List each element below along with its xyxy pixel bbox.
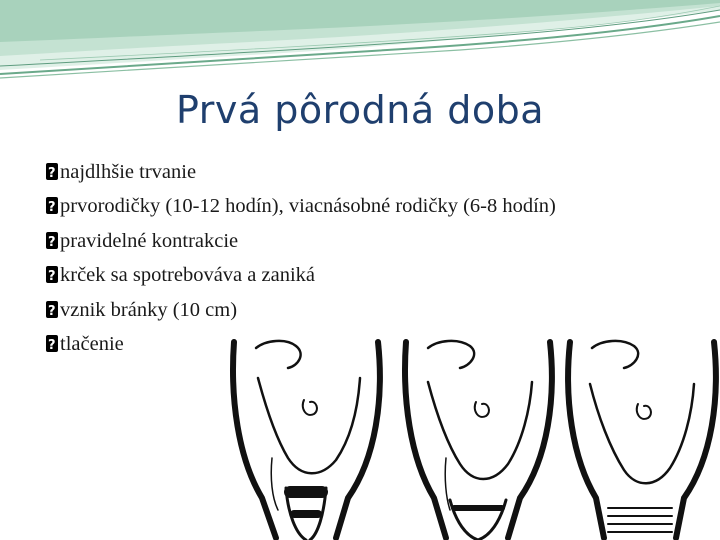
bullet-item	[46, 261, 556, 295]
stage-2-drawing	[405, 341, 552, 540]
missing-glyph-icon	[46, 266, 58, 283]
header-decoration	[0, 0, 720, 90]
bullet-item	[46, 158, 556, 192]
bullet-item	[46, 192, 556, 226]
bullet-text: pravidelné kontrakcie	[60, 229, 239, 252]
bullet-text: vznik bránky (10 cm)	[60, 298, 238, 321]
bullet-list	[46, 158, 556, 364]
bullet-text: najdlhšie trvanie	[60, 161, 197, 183]
bullet-text: prvorodičky (10-12 hodín), viacnásobné rodičky (6-8 hodín)	[60, 195, 556, 218]
bullet-item	[46, 296, 556, 330]
missing-glyph-icon	[46, 232, 58, 249]
stage-1-drawing	[233, 341, 380, 540]
missing-glyph-icon	[46, 163, 58, 180]
bullet-text: tlačenie	[60, 332, 124, 355]
missing-glyph-icon	[46, 301, 58, 318]
bullet-text: krček sa spotrebováva a zaniká	[60, 264, 315, 287]
stage-3-drawing	[568, 341, 716, 538]
bullet-item	[46, 227, 556, 261]
cervical-dilation-illustration	[226, 338, 720, 540]
slide-title: Prvá pôrodná doba	[176, 88, 544, 132]
missing-glyph-icon	[46, 197, 58, 214]
missing-glyph-icon	[46, 335, 58, 352]
